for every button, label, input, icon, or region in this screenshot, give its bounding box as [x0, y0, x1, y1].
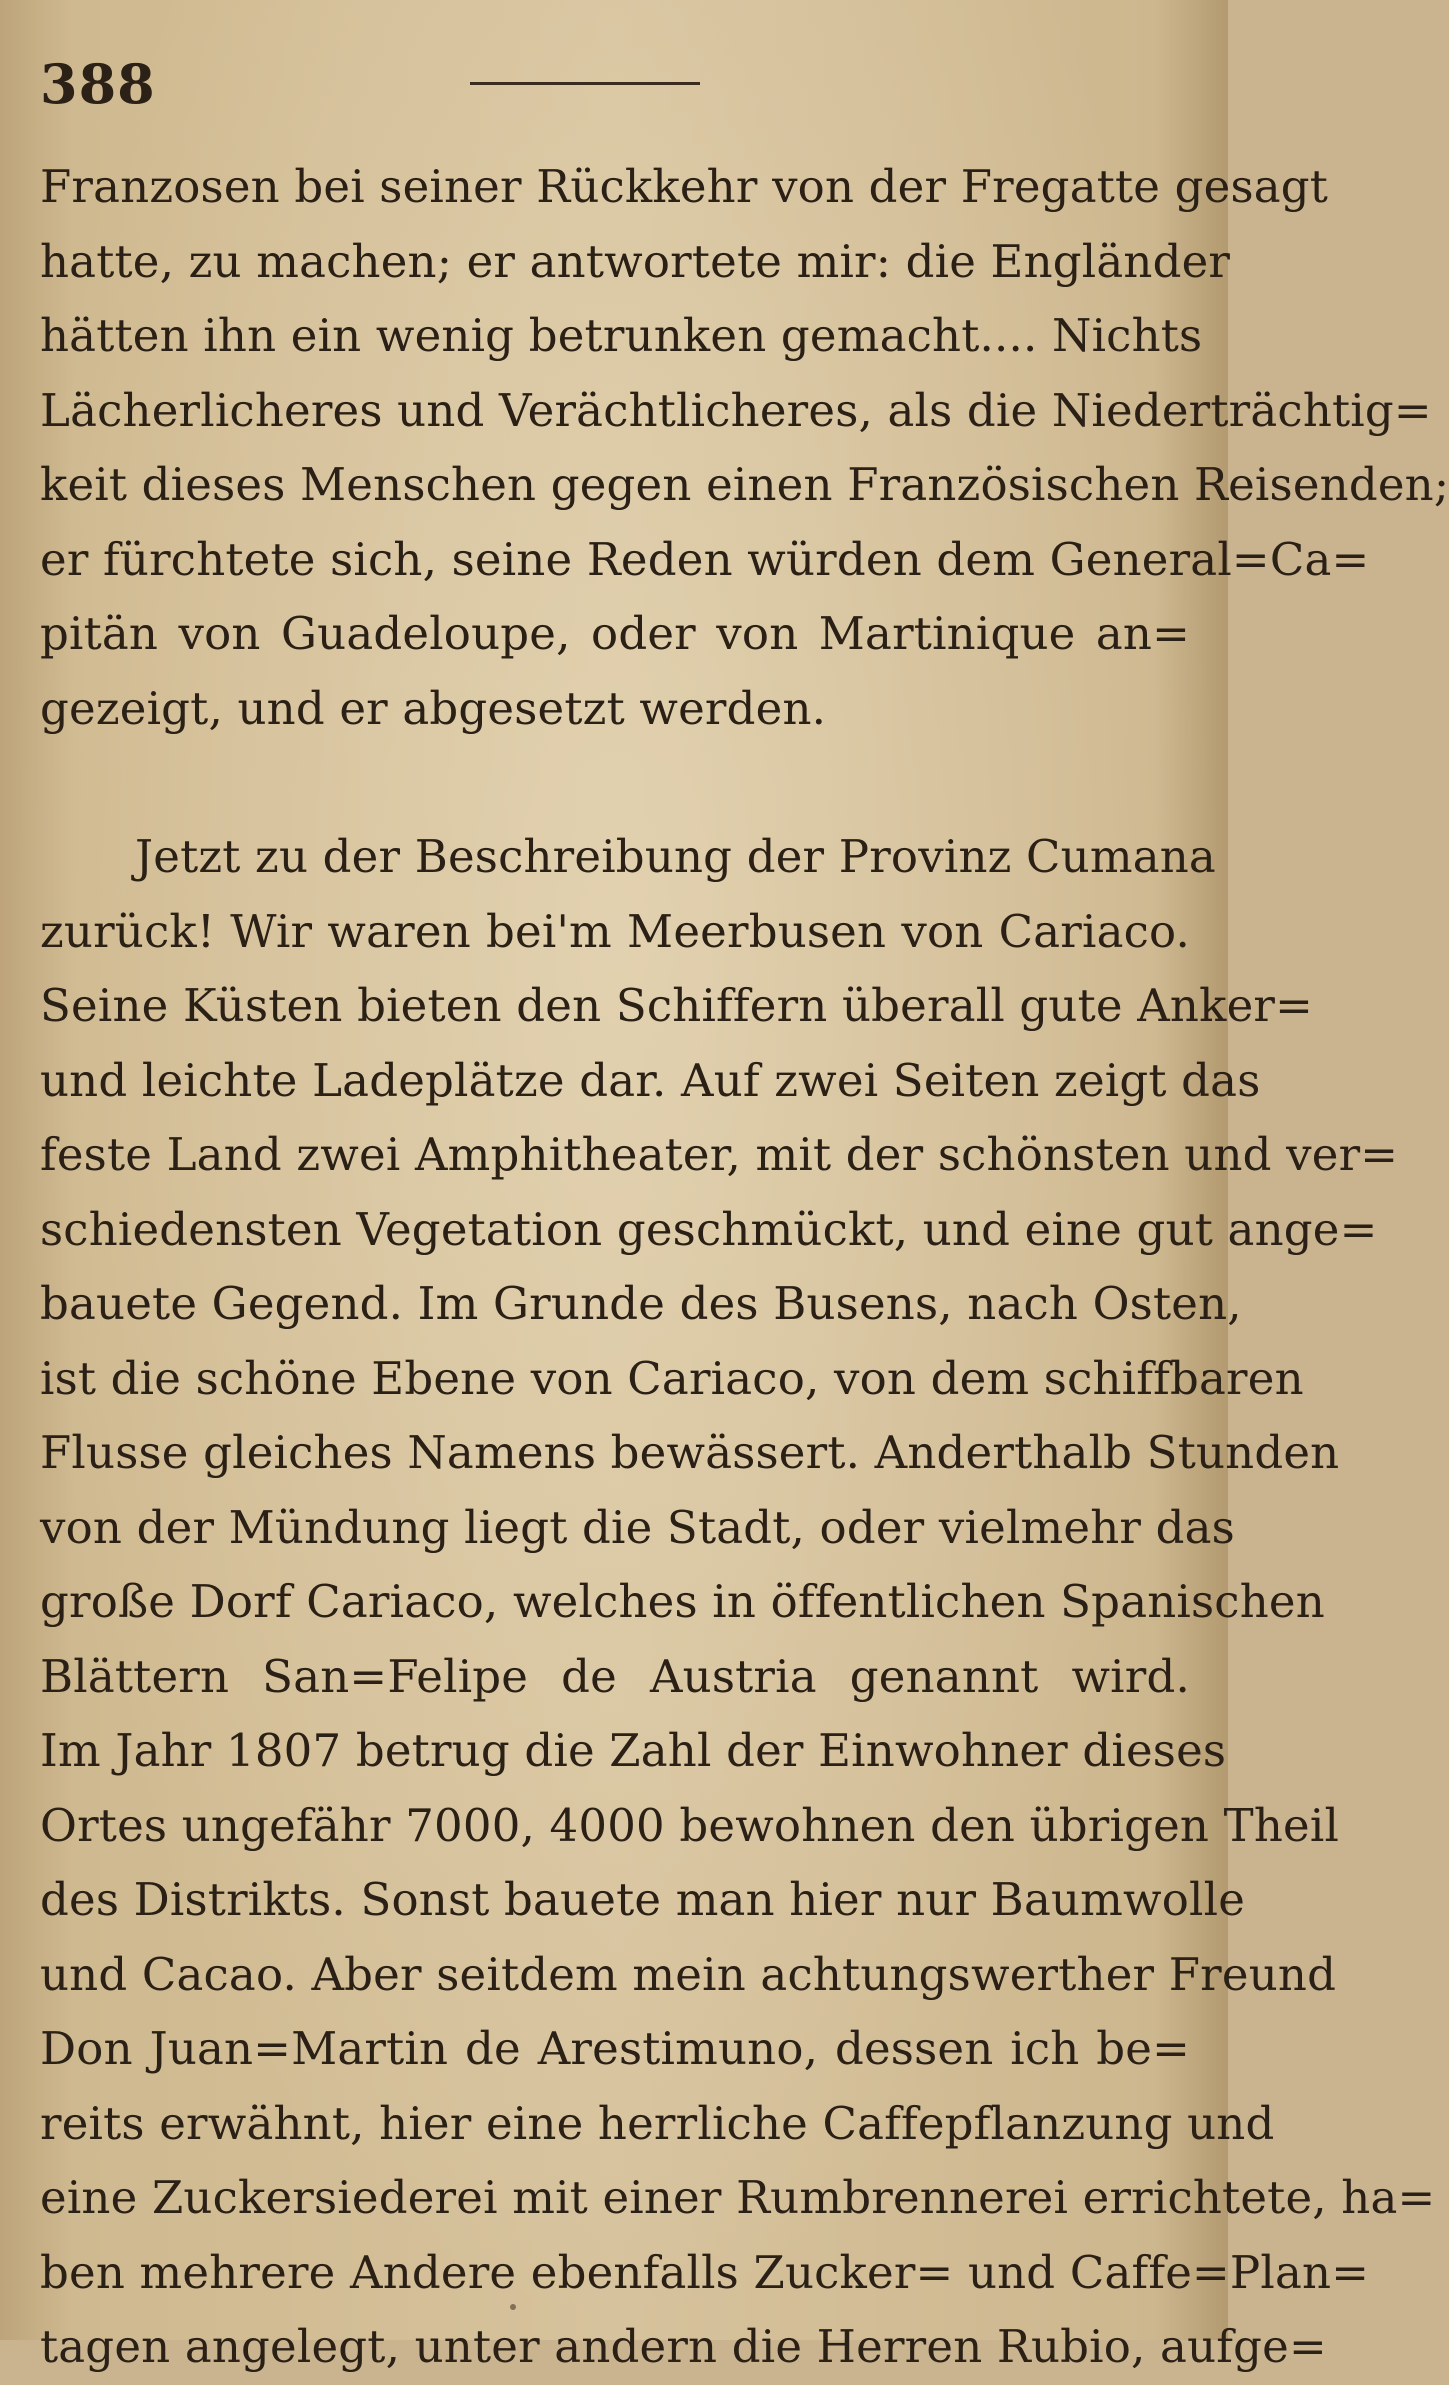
text-line: pitän von Guadeloupe, oder von Martinique an= [40, 607, 1190, 660]
text-line: eine Zuckersiederei mit einer Rumbrennerei errichtete, ha= [40, 2171, 1436, 2224]
paragraph-gap [40, 746, 1190, 820]
text-line: bauete Gegend. Im Grunde des Busens, nach Osten, [40, 1277, 1242, 1330]
text-line: hätten ihn ein wenig betrunken gemacht.... Nichts [40, 309, 1203, 362]
text-line: Franzosen bei seiner Rückkehr von der Fregatte gesagt [40, 160, 1329, 213]
text-line: Ortes ungefähr 7000, 4000 bewohnen den übrigen Theil [40, 1798, 1340, 1852]
text-line: reits erwähnt, hier eine herrliche Caffepflanzung und [40, 2096, 1275, 2150]
text-line: des Distrikts. Sonst bauete man hier nur Baumwolle [40, 1873, 1246, 1926]
text-line: Flusse gleiches Namens bewässert. Anderthalb Stunden [40, 1426, 1340, 1479]
text-line: keit dieses Menschen gegen einen Französischen Reisenden; [40, 458, 1449, 511]
text-line: ben mehrere Andere ebenfalls Zucker= und Caffe=Plan= [40, 2245, 1370, 2299]
text-line: er fürchtete sich, seine Reden würden dem General=Ca= [40, 532, 1370, 586]
header-rule [470, 82, 700, 85]
text-line: hatte, zu machen; er antwortete mir: die Engländer [40, 234, 1231, 288]
text-line: zurück! Wir waren bei'm Meerbusen von Cariaco. [40, 904, 1190, 958]
text-line: feste Land zwei Amphitheater, mit der schönsten und ver= [40, 1128, 1399, 1181]
text-line: Jetzt zu der Beschreibung der Provinz Cumana [135, 830, 1216, 883]
text-line: Seine Küsten bieten den Schiffern überall gute Anker= [40, 979, 1314, 1032]
page-number: 388 [40, 52, 156, 116]
text-line: große Dorf Cariaco, welches in öffentlichen Spanischen [40, 1575, 1325, 1628]
text-line: Don Juan=Martin de Arestimuno, dessen ich be= [40, 2022, 1190, 2075]
text-line: schiedensten Vegetation geschmückt, und eine gut ange= [40, 1202, 1378, 1256]
text-line: tagen angelegt, unter andern die Herren Rubio, aufge= [40, 2320, 1327, 2373]
text-line: gezeigt, und er abgesetzt werden. [40, 681, 827, 735]
page-header [40, 52, 1160, 122]
ink-speck [510, 2304, 516, 2310]
text-line: Blättern San=Felipe de Austria genannt wird. [40, 1649, 1190, 1703]
text-line: und Cacao. Aber seitdem mein achtungswerther Freund [40, 1947, 1337, 2001]
text-line: ist die schöne Ebene von Cariaco, von dem schiffbaren [40, 1351, 1304, 1405]
text-line: Lächerlicheres und Verächtlicheres, als die Niederträchtig= [40, 383, 1432, 437]
text-line: und leichte Ladeplätze dar. Auf zwei Seiten zeigt das [40, 1053, 1261, 1107]
text-line: Im Jahr 1807 betrug die Zahl der Einwohner dieses [40, 1724, 1227, 1777]
body-text [40, 150, 1449, 2385]
text-line: von der Mündung liegt die Stadt, oder vielmehr das [40, 1500, 1235, 1554]
